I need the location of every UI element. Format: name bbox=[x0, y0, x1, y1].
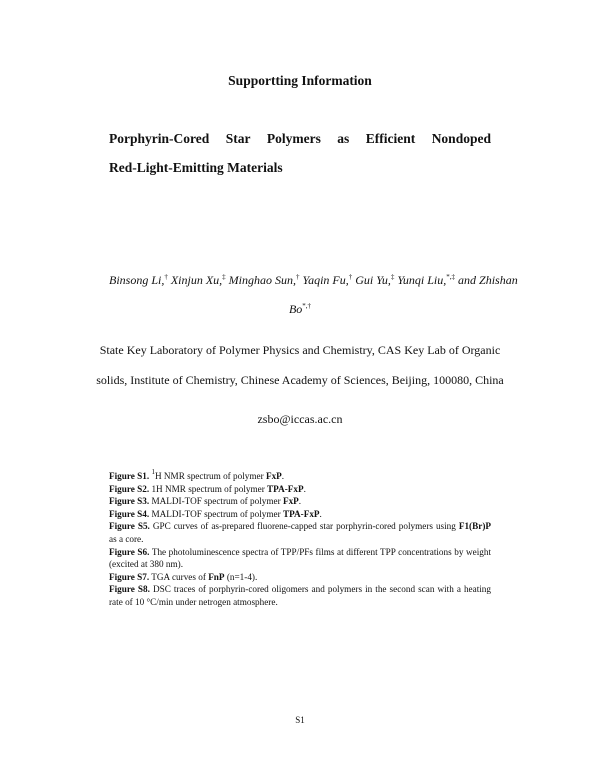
compound-name: TPA-FxP bbox=[267, 483, 304, 494]
title-word: as bbox=[337, 131, 350, 146]
compound-name: FnP bbox=[208, 571, 225, 582]
figure-caption-s7 bbox=[109, 571, 491, 584]
figure-label: Figure S3. bbox=[109, 496, 150, 507]
figure-label: Figure S2. bbox=[109, 483, 150, 494]
title-word: Star bbox=[225, 131, 251, 146]
author-list-continued bbox=[0, 302, 600, 317]
page-number: S1 bbox=[295, 715, 305, 725]
figure-caption-s3 bbox=[109, 495, 491, 508]
figure-text: (n=1-4). bbox=[224, 571, 258, 582]
author-name: Xinjun Xu, bbox=[167, 273, 223, 287]
figure-text: . bbox=[319, 508, 322, 519]
compound-name: F1(Br)P bbox=[458, 521, 491, 532]
author-name: Minghao Sun, bbox=[225, 273, 297, 287]
figure-label: Figure S6. bbox=[109, 546, 150, 557]
figure-caption-s5 bbox=[109, 520, 491, 545]
contact-email: zsbo@iccas.ac.cn bbox=[257, 412, 343, 426]
figure-label: Figure S4. bbox=[109, 508, 150, 519]
figure-label: Figure S8. bbox=[109, 584, 150, 595]
affiliation-line-1: State Key Laboratory of Polymer Physics and Chemistry, CAS Key Lab of Organic bbox=[99, 343, 501, 357]
figure-caption-s2 bbox=[109, 483, 491, 496]
author-affiliation-mark: † bbox=[296, 273, 300, 281]
figure-text: DSC traces of porphyrin-cored oligomers and polymers in the second scan with a heating rate of 10 °C/min under netrogen atmosphere. bbox=[109, 584, 491, 607]
title-word: Nondoped bbox=[431, 131, 491, 146]
author-affiliation-mark: † bbox=[164, 273, 168, 281]
author-affiliation-mark: ‡ bbox=[222, 273, 226, 281]
author-affiliation-mark: *,† bbox=[302, 302, 312, 310]
figure-text: TGA curves of bbox=[149, 571, 209, 582]
figure-label: Figure S7. bbox=[109, 571, 150, 582]
superscript: 1 bbox=[151, 468, 155, 476]
figure-label: Figure S1. bbox=[109, 471, 150, 481]
figure-text: 1H NMR spectrum of polymer bbox=[149, 483, 268, 494]
author-affiliation-mark: *,‡ bbox=[446, 273, 456, 281]
author-name: Binsong Li, bbox=[109, 273, 165, 287]
compound-name: FxP bbox=[282, 496, 299, 507]
compound-name: TPA-FxP bbox=[282, 508, 320, 519]
figure-text: The photoluminescence spectra of TPP/PFs films at different TPP concentrations by weight (excited at 380 nm). bbox=[109, 546, 492, 570]
figure-text: MALDI-TOF spectrum of polymer bbox=[149, 508, 283, 519]
author-name: and Zhishan bbox=[455, 273, 518, 287]
figure-text: . bbox=[298, 496, 302, 507]
author-name: Yunqi Liu, bbox=[394, 273, 447, 287]
author-name: Gui Yu, bbox=[352, 273, 391, 287]
figure-caption-s1 bbox=[109, 470, 491, 483]
paper-title-line-1 bbox=[109, 131, 491, 147]
author-list bbox=[109, 273, 518, 288]
affiliation-line-2: solids, Institute of Chemistry, Chinese Academy of Sciences, Beijing, 100080, China bbox=[96, 373, 504, 387]
title-word: Efficient bbox=[365, 131, 416, 146]
figure-text: . bbox=[281, 471, 285, 481]
author-affiliation-mark: † bbox=[348, 273, 353, 281]
figure-caption-s8 bbox=[109, 583, 491, 608]
title-word: Porphyrin-Cored bbox=[109, 131, 210, 146]
author-affiliation-mark: ‡ bbox=[390, 273, 395, 281]
title-word: Polymers bbox=[266, 131, 321, 146]
figure-text: GPC curves of as-prepared fluorene-capped star porphyrin-cored polymers using bbox=[149, 521, 459, 532]
figure-text: H NMR spectrum of polymer bbox=[154, 471, 266, 481]
figure-caption-s6 bbox=[109, 546, 491, 571]
figure-text: as a core. bbox=[109, 533, 144, 544]
figure-text: MALDI-TOF spectrum of polymer bbox=[149, 496, 283, 507]
figure-label: Figure S5. bbox=[109, 521, 150, 532]
compound-name: FxP bbox=[265, 471, 282, 481]
figure-text: . bbox=[303, 483, 306, 494]
author-name: Yaqin Fu, bbox=[299, 273, 349, 287]
figure-list bbox=[109, 470, 491, 609]
paper-title-line-2: Red-Light-Emitting Materials bbox=[109, 160, 283, 175]
supporting-information-heading: Supportting Information bbox=[228, 73, 372, 88]
author-name: Bo bbox=[288, 302, 303, 316]
figure-caption-s4 bbox=[109, 508, 491, 521]
